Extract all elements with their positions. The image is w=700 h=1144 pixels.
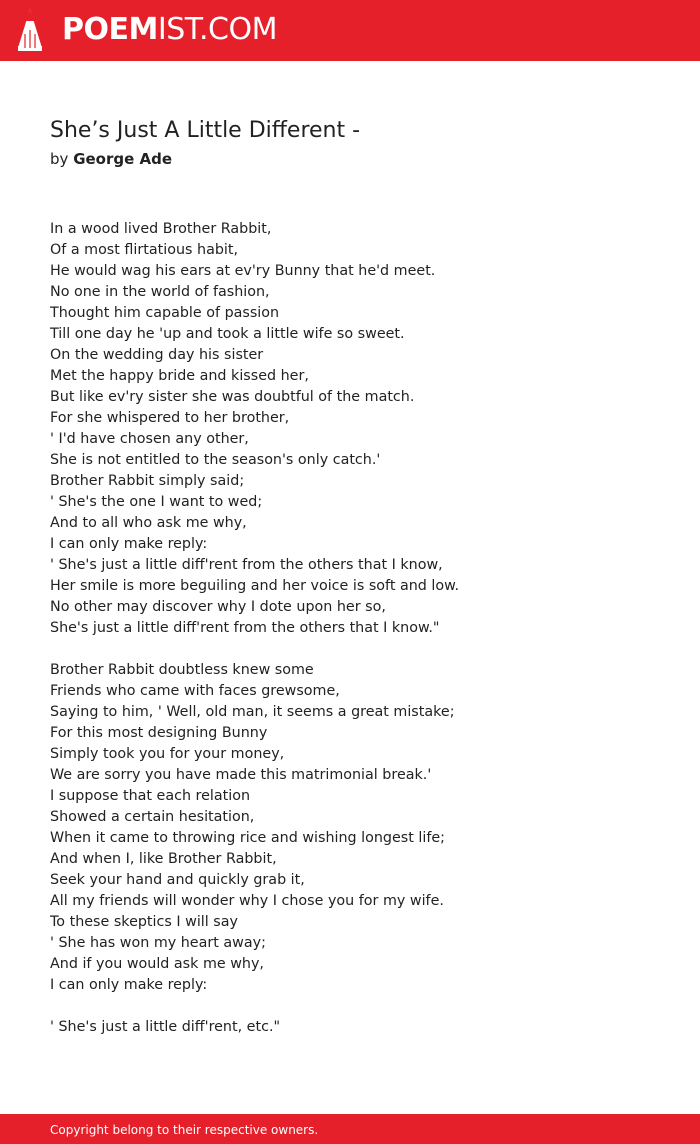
byline	[50, 149, 172, 169]
copyright-notice: Copyright belong to their respective owners.	[50, 1123, 319, 1137]
poem-line: For this most designing Bunny	[50, 725, 268, 741]
poem-line: And to all who ask me why,	[50, 515, 247, 531]
poem-line: Showed a certain hesitation,	[50, 809, 255, 825]
poem-line: But like ev'ry sister she was doubtful of the match.	[50, 389, 415, 405]
site-header	[0, 0, 700, 61]
poem-line: She is not entitled to the season's only catch.'	[50, 452, 381, 468]
pencil-icon[interactable]	[16, 8, 44, 52]
poem-line: And when I, like Brother Rabbit,	[50, 851, 277, 867]
author-name: George Ade	[73, 150, 173, 168]
stanza-break	[50, 996, 459, 1017]
poem-line: Friends who came with faces grewsome,	[50, 683, 340, 699]
poem-line: In a wood lived Brother Rabbit,	[50, 221, 272, 237]
poem-line: Simply took you for your money,	[50, 746, 285, 762]
poem-line: Till one day he 'up and took a little wife so sweet.	[50, 326, 405, 342]
poem-line: Met the happy bride and kissed her,	[50, 368, 309, 384]
site-footer	[0, 1114, 700, 1144]
poem-line: Brother Rabbit simply said;	[50, 473, 245, 489]
brand-bold: POEM	[62, 12, 158, 47]
poem-line: And if you would ask me why,	[50, 956, 264, 972]
poem-line: ' She has won my heart away;	[50, 935, 266, 951]
poem-line: Of a most flirtatious habit,	[50, 242, 239, 258]
poem-line: I can only make reply:	[50, 536, 208, 552]
poem-line: We are sorry you have made this matrimonial break.'	[50, 767, 432, 783]
poem-line: I suppose that each relation	[50, 788, 251, 804]
poem-line: ' She's the one I want to wed;	[50, 494, 263, 510]
poem-line: For she whispered to her brother,	[50, 410, 290, 426]
poem-line: ' I'd have chosen any other,	[50, 431, 249, 447]
stanza-break	[50, 639, 459, 660]
poem-line: ' She's just a little diff'rent, etc."	[50, 1019, 281, 1035]
poem-line: ' She's just a little diff'rent from the others that I know,	[50, 557, 443, 573]
poem-line: Brother Rabbit doubtless knew some	[50, 662, 314, 678]
poem-line: Saying to him, ' Well, old man, it seems a great mistake;	[50, 704, 455, 720]
poem-line: When it came to throwing rice and wishing longest life;	[50, 830, 445, 846]
site-logo[interactable]	[62, 12, 277, 48]
poem-line: All my friends will wonder why I chose you for my wife.	[50, 893, 444, 909]
poem-line: I can only make reply:	[50, 977, 208, 993]
poem-title: She’s Just A Little Different -	[50, 118, 361, 143]
brand-light: IST.COM	[157, 12, 277, 47]
poem-line: On the wedding day his sister	[50, 347, 264, 363]
byline-prefix: by	[50, 150, 69, 168]
poem-line: No other may discover why I dote upon her so,	[50, 599, 386, 615]
poem-line: Seek your hand and quickly grab it,	[50, 872, 305, 888]
poem-line: Her smile is more beguiling and her voice is soft and low.	[50, 578, 460, 594]
poem-line: Thought him capable of passion	[50, 305, 280, 321]
poem-line: To these skeptics I will say	[50, 914, 238, 930]
poem-line: He would wag his ears at ev'ry Bunny that he'd meet.	[50, 263, 436, 279]
poem-line: She's just a little diff'rent from the others that I know."	[50, 620, 440, 636]
poem-line: No one in the world of fashion,	[50, 284, 270, 300]
poem-body	[50, 219, 459, 1038]
